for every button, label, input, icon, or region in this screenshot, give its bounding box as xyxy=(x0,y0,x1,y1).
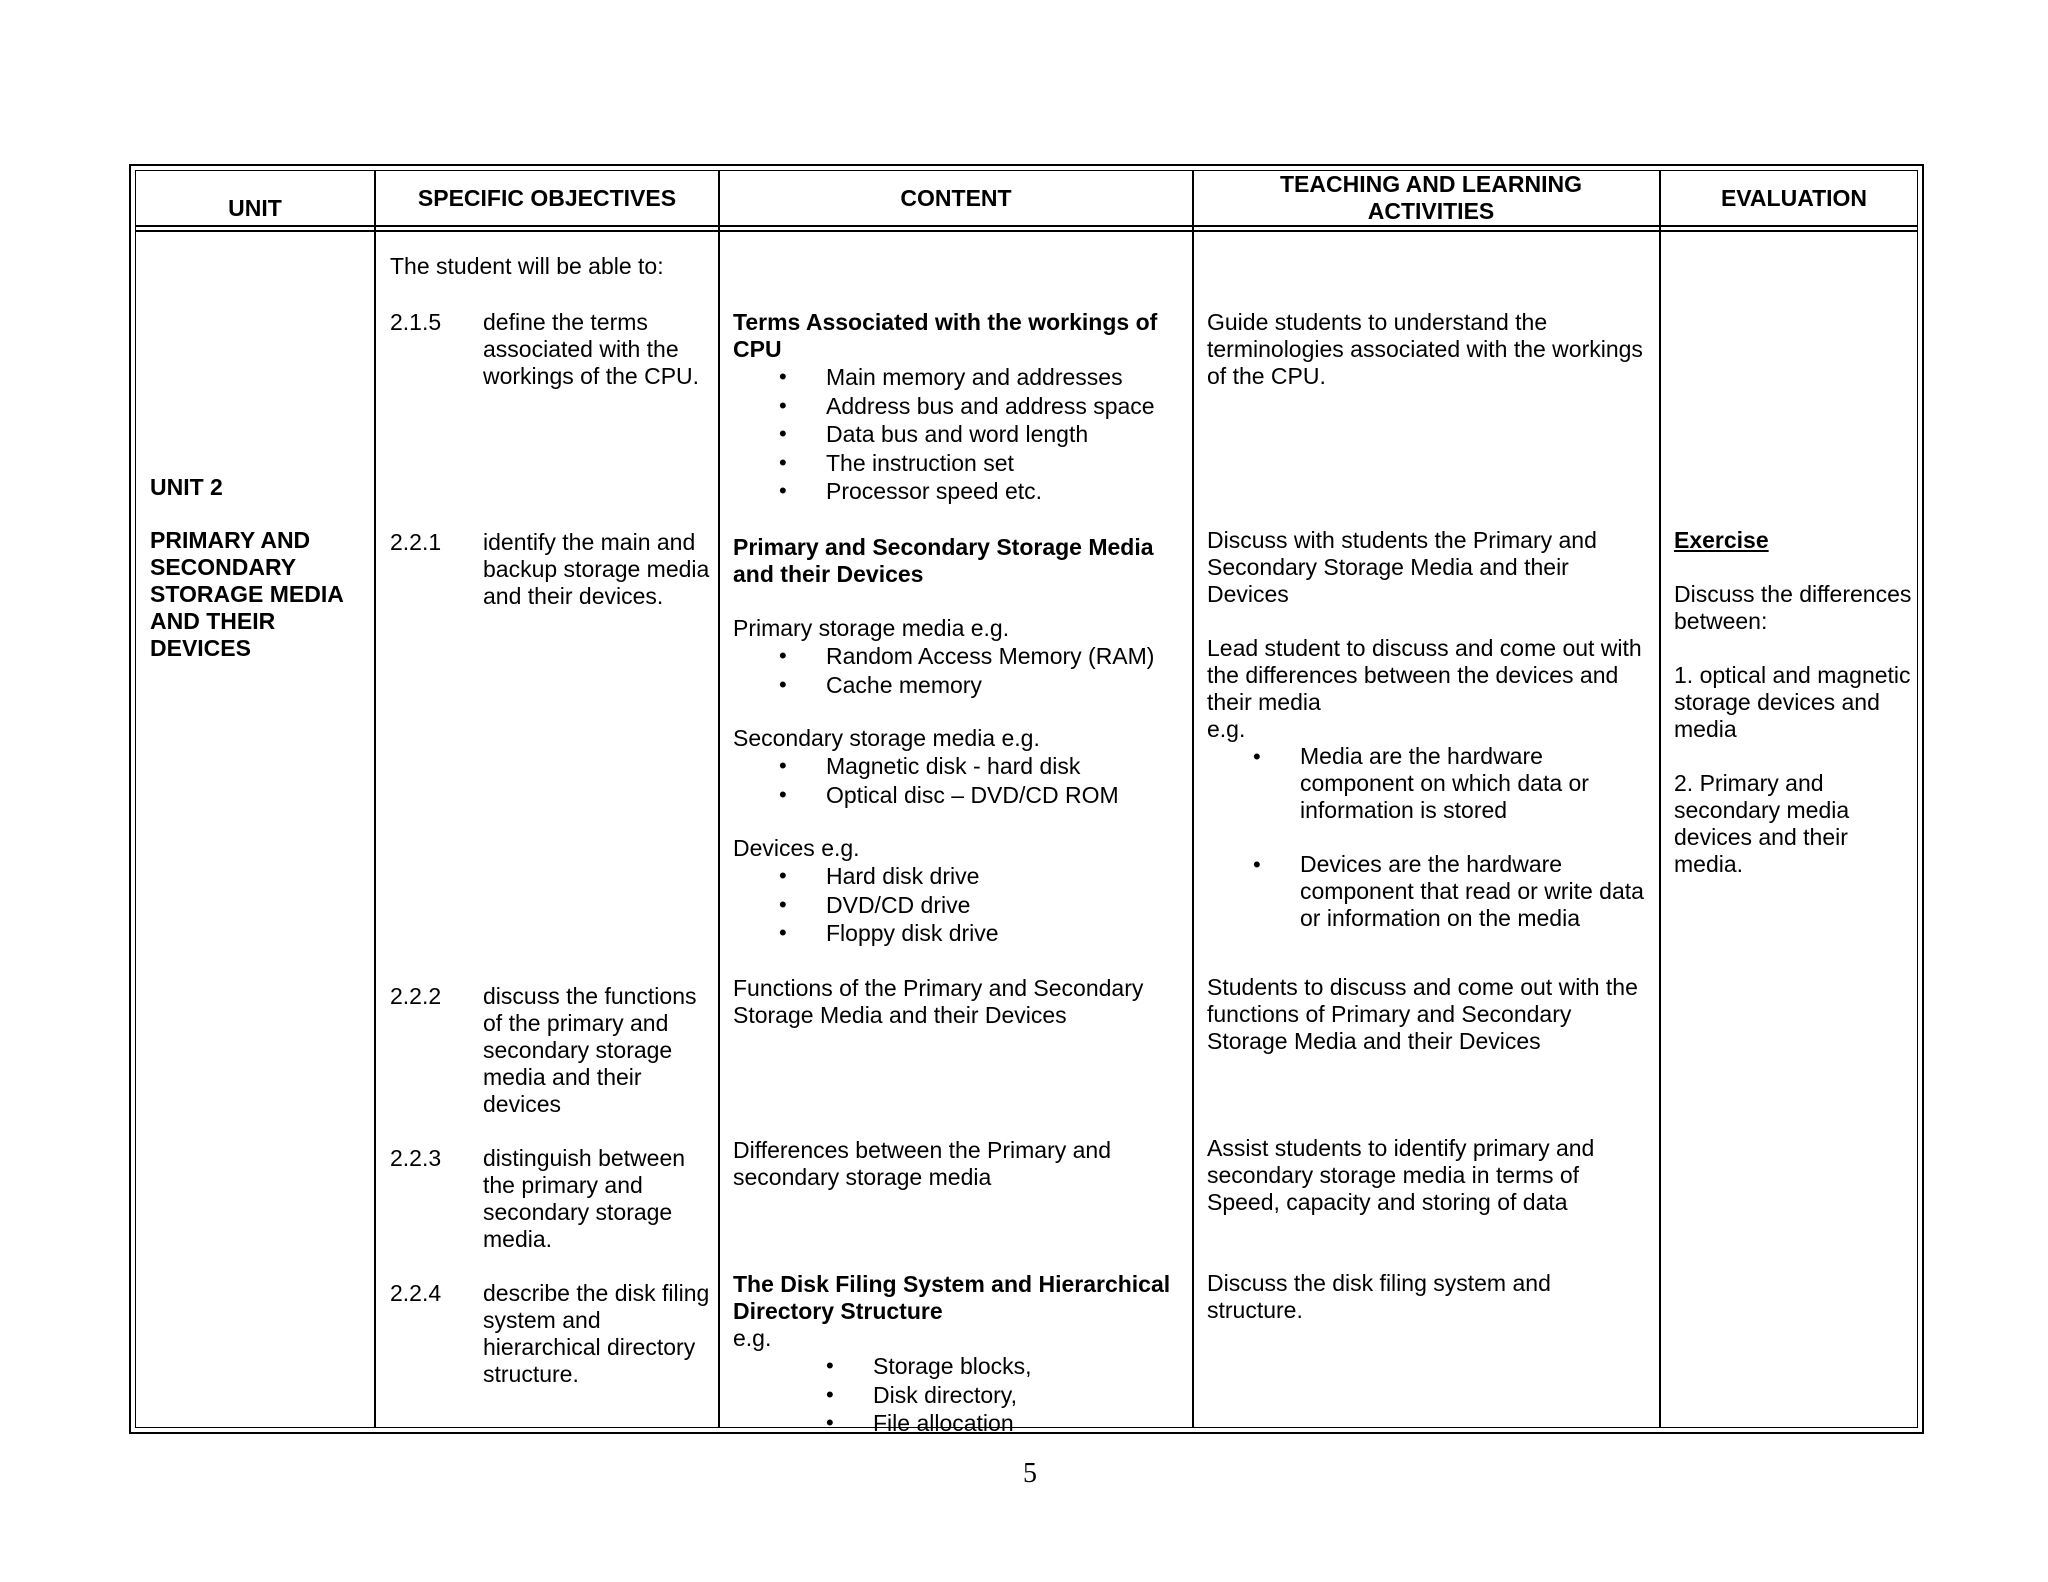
content-cpu-terms xyxy=(733,309,1188,506)
content-title: Primary and Secondary Storage Media and their Devices xyxy=(733,534,1154,587)
unit-title: PRIMARY AND SECONDARY STORAGE MEDIA AND THEIR DEVICES xyxy=(150,527,344,661)
content-functions: Functions of the Primary and Secondary Storage Media and their Devices xyxy=(733,975,1144,1028)
header-evaluation: EVALUATION xyxy=(1720,185,1868,211)
header-activities: TEACHING AND LEARNING ACTIVITIES xyxy=(1280,171,1582,224)
header-unit: UNIT xyxy=(228,195,282,221)
unit-number: UNIT 2 xyxy=(150,474,223,500)
evaluation-intro: Discuss the differences between: xyxy=(1674,581,1912,634)
curriculum-table xyxy=(129,164,1924,1434)
activity-text: Lead student to discuss and come out with the differences between the devices and their media xyxy=(1207,635,1642,715)
group-label: Secondary storage media e.g. xyxy=(733,725,1040,751)
list-item: • Address bus and address space xyxy=(733,392,1188,421)
content-title: Terms Associated with the workings of CPU xyxy=(733,309,1158,362)
list-item: • Disk directory, xyxy=(733,1381,1188,1410)
content-disk-filing xyxy=(733,1271,1188,1438)
header-objectives: SPECIFIC OBJECTIVES xyxy=(417,185,677,211)
activity-list xyxy=(1207,743,1655,932)
list-item: • Floppy disk drive xyxy=(733,919,1188,948)
content-list xyxy=(733,752,1188,809)
list-item: • Processor speed etc. xyxy=(733,477,1188,506)
list-item: • Optical disc – DVD/CD ROM xyxy=(733,781,1188,810)
list-item: • Main memory and addresses xyxy=(733,363,1188,392)
list-item: • Media are the hardware component on which data or information is stored xyxy=(1207,743,1655,824)
group-label: Devices e.g. xyxy=(733,835,860,861)
content-list xyxy=(733,1352,1188,1438)
list-item: • Cache memory xyxy=(733,671,1188,700)
content-eg: e.g. xyxy=(733,1325,772,1351)
list-item: • File allocation xyxy=(733,1409,1188,1438)
column-divider xyxy=(1192,171,1194,1427)
content-storage-media xyxy=(733,534,1188,948)
table-inner-border: UNIT SPECIFIC OBJECTIVES CONTENT TEACHING AND LEARNING ACTIVITIES EVALUATION UNIT 2 PRIMARY AND SECONDARY STORAGE MEDIA AND THEIR DEVICES The student will be able to: 2.1.5 define the terms associated with the workings of the CPU. 2.2.1 identify the main and backup storage media and their devices. 2.2.2 discuss the functions of the primary and secondary storage media and their devices 2.2.3 distinguish between the primary and secondary storage media. 2.2.4 describe the disk filing system and hierarchical directory structure. Terms Associated with the workings of CPU • Main memory and addresses • Address bus and address space • Data bus and word length • The instruction set • Processor speed etc. Primary and Secondary Storage Media and their Devices Primary storage media e.g. • Random Access Memory (RAM) • Cache memory Secondary storage media e.g. • Magnetic disk - hard disk • Optical disc – DVD/CD ROM Devices e.g. • Hard disk drive • DVD/CD drive • Floppy disk drive Functions of the Primary and Secondary Storage Media and their Devices Differences between the Primary and secondary storage media The Disk Filing System and Hierarchical Directory Structure e.g. • Storage blocks, • Disk directory, • File allocation Guide students to understand the terminologies associated with the workings of the CPU. Discuss with students the Primary and Secondary Storage Media and their Devices Lead student to discuss and come out with the differences between the devices and their media e.g. • Media are the hardware component on which data or information is stored • Devices are the hardware component that read or write data or information on the media Students to discuss and come out with the functions of Primary and Secondary Storage Media and their Devices Assist students to identify primary and secondary storage media in terms of Speed, capacity and storing of data Discuss the disk filing system and structure. Exercise Discuss the differences between: 1. optical and magnetic storage devices and media 2. Primary and secondary media devices and their media. xyxy=(135,170,1918,1428)
evaluation-item: 2. Primary and secondary media devices and their media. xyxy=(1674,770,1850,877)
group-label: Primary storage media e.g. xyxy=(733,615,1010,641)
header-divider xyxy=(136,225,1917,227)
header-content: CONTENT xyxy=(900,185,1012,211)
activity-text: Discuss with students the Primary and Secondary Storage Media and their Devices xyxy=(1207,527,1597,607)
list-item: • Devices are the hardware component that read or write data or information on the media xyxy=(1207,851,1655,932)
column-divider xyxy=(718,171,720,1427)
header-divider xyxy=(136,230,1917,232)
content-list xyxy=(733,862,1188,948)
column-divider xyxy=(1659,171,1661,1427)
objectives-intro: The student will be able to: xyxy=(390,253,664,279)
activity-disk-filing: Discuss the disk filing system and structure. xyxy=(1207,1270,1551,1323)
content-differences: Differences between the Primary and secondary storage media xyxy=(733,1137,1111,1190)
page-number: 5 xyxy=(1023,1458,1037,1489)
list-item: • Hard disk drive xyxy=(733,862,1188,891)
evaluation-item: 1. optical and magnetic storage devices and media xyxy=(1674,662,1911,742)
list-item: • Magnetic disk - hard disk xyxy=(733,752,1188,781)
evaluation-heading: Exercise xyxy=(1674,527,1769,553)
list-item: • Storage blocks, xyxy=(733,1352,1188,1381)
list-item: • Random Access Memory (RAM) xyxy=(733,642,1188,671)
activity-eg: e.g. xyxy=(1207,716,1246,742)
column-divider xyxy=(374,171,376,1427)
content-list xyxy=(733,363,1188,506)
activity-functions: Students to discuss and come out with the functions of Primary and Secondary Storage Media and their Devices xyxy=(1207,974,1638,1054)
content-list xyxy=(733,642,1188,699)
activity-differences: Assist students to identify primary and secondary storage media in terms of Speed, capacity and storing of data xyxy=(1207,1135,1595,1215)
activity-storage-media xyxy=(1207,527,1655,932)
list-item: • The instruction set xyxy=(733,449,1188,478)
evaluation-block xyxy=(1674,527,1914,878)
content-title: The Disk Filing System and Hierarchical Directory Structure xyxy=(733,1271,1171,1324)
list-item: • Data bus and word length xyxy=(733,420,1188,449)
activity-cpu-terms: Guide students to understand the terminologies associated with the workings of the CPU. xyxy=(1207,309,1643,389)
list-item: • DVD/CD drive xyxy=(733,891,1188,920)
